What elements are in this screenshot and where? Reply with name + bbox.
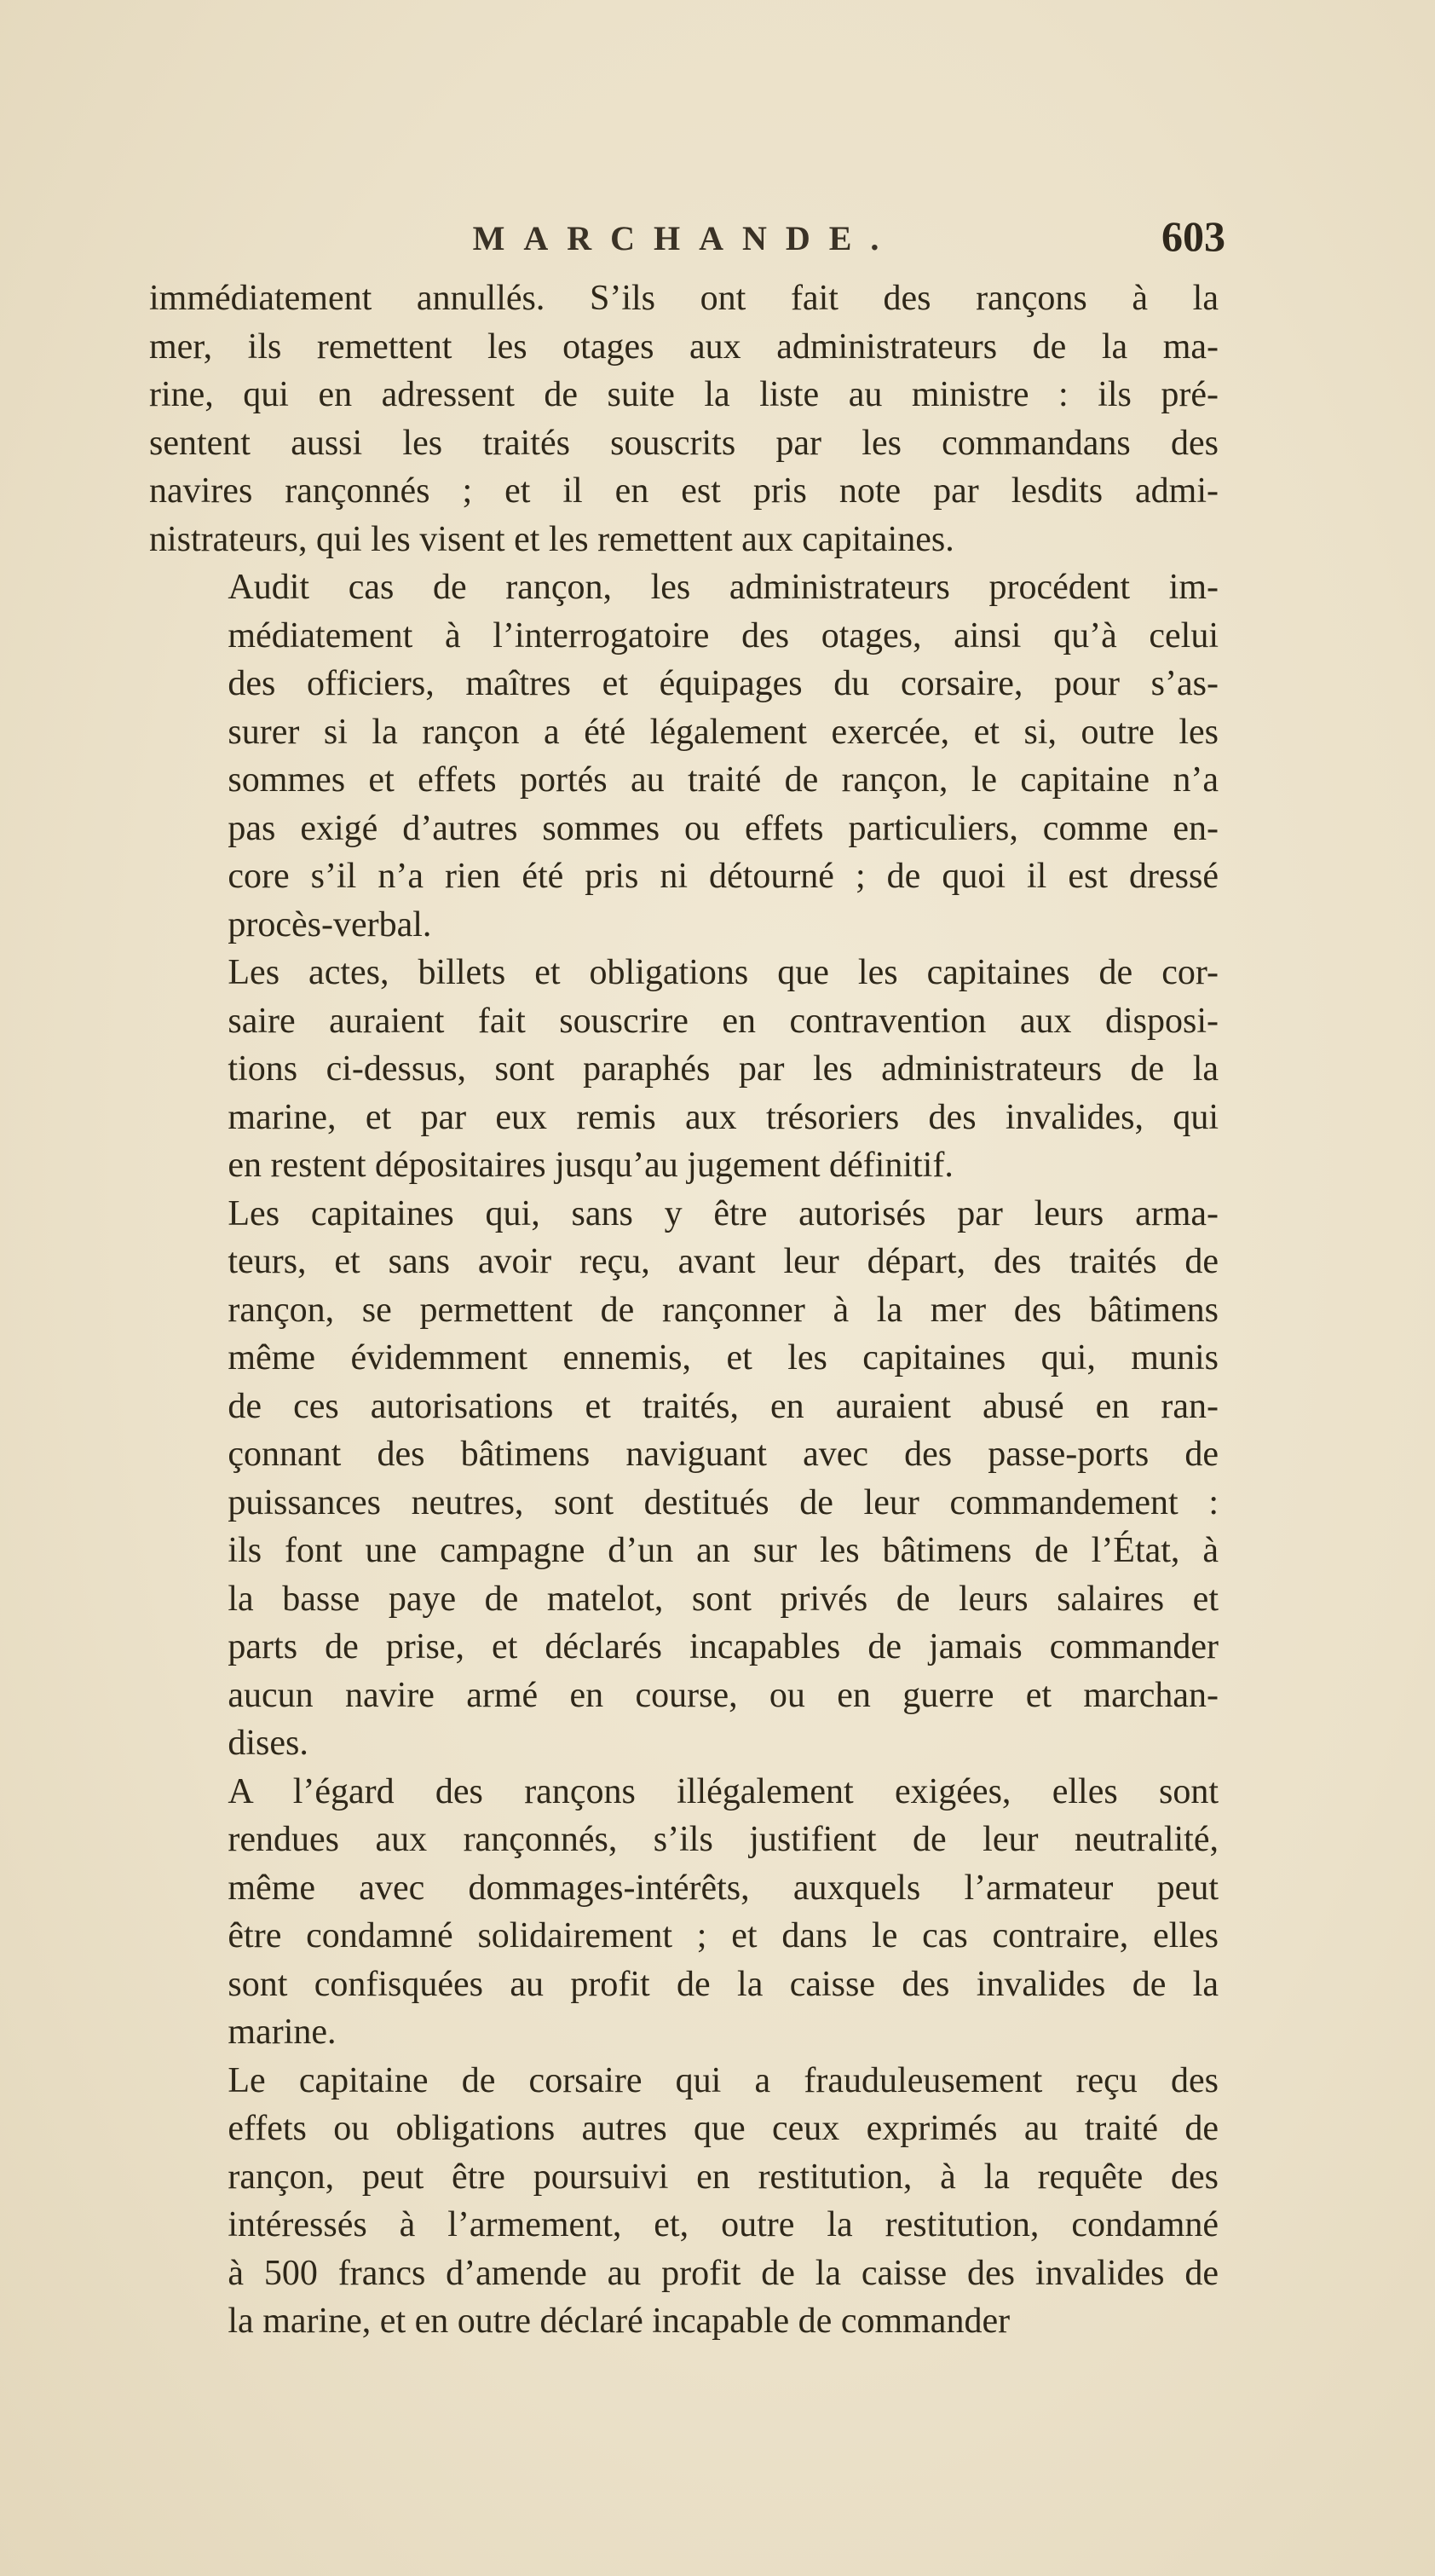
text-line: puissances neutres, sont destitués de leur commandement : — [228, 1482, 1219, 1522]
text-line: la marine, et en outre déclaré incapable de commander — [228, 2302, 1011, 2341]
text-line: en restent dépositaires jusqu’au jugement définitif. — [228, 1146, 954, 1185]
text-line: sommes et effets portés au traité de rançon, le capitaine n’a — [228, 760, 1219, 800]
text-line: sont confisquées au profit de la caisse des invalides de la — [228, 1964, 1219, 2004]
text-line: Audit cas de rançon, les administrateurs procédent im- — [228, 568, 1219, 607]
text-line: même évidemment ennemis, et les capitaines qui, munis — [228, 1338, 1219, 1378]
text-line: tions ci-dessus, sont paraphés par les administrateurs de la — [228, 1049, 1219, 1089]
text-line: surer si la rançon a été légalement exercée, et si, outre les — [228, 712, 1219, 752]
paragraph — [149, 2057, 1219, 2346]
text-line: intéressés à l’armement, et, outre la restitution, condamné — [228, 2205, 1219, 2244]
text-line: aucun navire armé en course, ou en guerre et marchan- — [228, 1675, 1219, 1715]
paragraph — [149, 949, 1219, 1190]
text-line: dises. — [228, 1724, 308, 1763]
text-line: sentent aussi les traités souscrits par les commandans des — [149, 423, 1219, 463]
paragraph — [149, 1768, 1219, 2057]
text-line: des officiers, maîtres et équipages du corsaire, pour s’as- — [228, 664, 1219, 703]
body-text — [149, 274, 1219, 2346]
text-line: pas exigé d’autres sommes ou effets particuliers, comme en- — [228, 808, 1219, 848]
text-line: à 500 francs d’amende au profit de la caisse des invalides de — [228, 2253, 1219, 2293]
paragraph — [149, 1190, 1219, 1768]
page-header — [145, 211, 1225, 271]
text-line: marine. — [228, 2013, 337, 2052]
page-number: 603 — [1161, 212, 1225, 260]
text-line: navires rançonnés ; et il en est pris note par lesdits admi- — [149, 471, 1219, 511]
text-line: procès-verbal. — [228, 904, 432, 944]
text-line: la basse paye de matelot, sont privés de leurs salaires et — [228, 1579, 1219, 1619]
paragraph — [149, 563, 1219, 949]
text-line: teurs, et sans avoir reçu, avant leur départ, des traités de — [228, 1242, 1219, 1281]
text-line: immédiatement annullés. S’ils ont fait des rançons à la — [149, 279, 1219, 318]
text-line: çonnant des bâtimens naviguant avec des passe-ports de — [228, 1435, 1219, 1474]
text-line: Les capitaines qui, sans y être autorisés par leurs arma- — [228, 1193, 1219, 1233]
text-line: Le capitaine de corsaire qui a frauduleusement reçu des — [228, 2060, 1219, 2100]
text-line: mer, ils remettent les otages aux administrateurs de la ma- — [149, 326, 1219, 367]
text-line: de ces autorisations et traités, en auraient abusé en ran- — [228, 1386, 1219, 1426]
text-line: rine, qui en adressent de suite la liste au ministre : ils pré- — [149, 375, 1219, 414]
text-line: nistrateurs, qui les visent et les remettent aux capitaines. — [149, 519, 954, 559]
paragraph — [149, 274, 1219, 563]
text-line: rendues aux rançonnés, s’ils justifient de leur neutralité, — [228, 1820, 1219, 1859]
text-line: Les actes, billets et obligations que les capitaines de cor- — [228, 953, 1219, 992]
text-line: effets ou obligations autres que ceux exprimés au traité de — [228, 2109, 1219, 2148]
text-line: rançon, peut être poursuivi en restitution, à la requête des — [228, 2157, 1219, 2197]
text-line: saire auraient fait souscrire en contravention aux disposi- — [228, 1001, 1219, 1041]
text-line: même avec dommages-intérêts, auxquels l’armateur peut — [228, 1868, 1219, 1908]
text-line: être condamné solidairement ; et dans le cas contraire, elles — [228, 1916, 1219, 1955]
text-line: core s’il n’a rien été pris ni détourné ; de quoi il est dressé — [228, 857, 1219, 896]
text-line: rançon, se permettent de rançonner à la mer des bâtimens — [228, 1290, 1219, 1330]
text-line: parts de prise, et déclarés incapables de jamais commander — [228, 1627, 1219, 1666]
text-line: médiatement à l’interrogatoire des otages, ainsi qu’à celui — [228, 615, 1219, 656]
running-head: MARCHANDE. — [472, 219, 898, 257]
text-line: A l’égard des rançons illégalement exigées, elles sont — [228, 1771, 1219, 1811]
text-line: marine, et par eux remis aux trésoriers des invalides, qui — [228, 1097, 1219, 1137]
text-line: ils font une campagne d’un an sur les bâtimens de l’État, à — [228, 1531, 1219, 1570]
